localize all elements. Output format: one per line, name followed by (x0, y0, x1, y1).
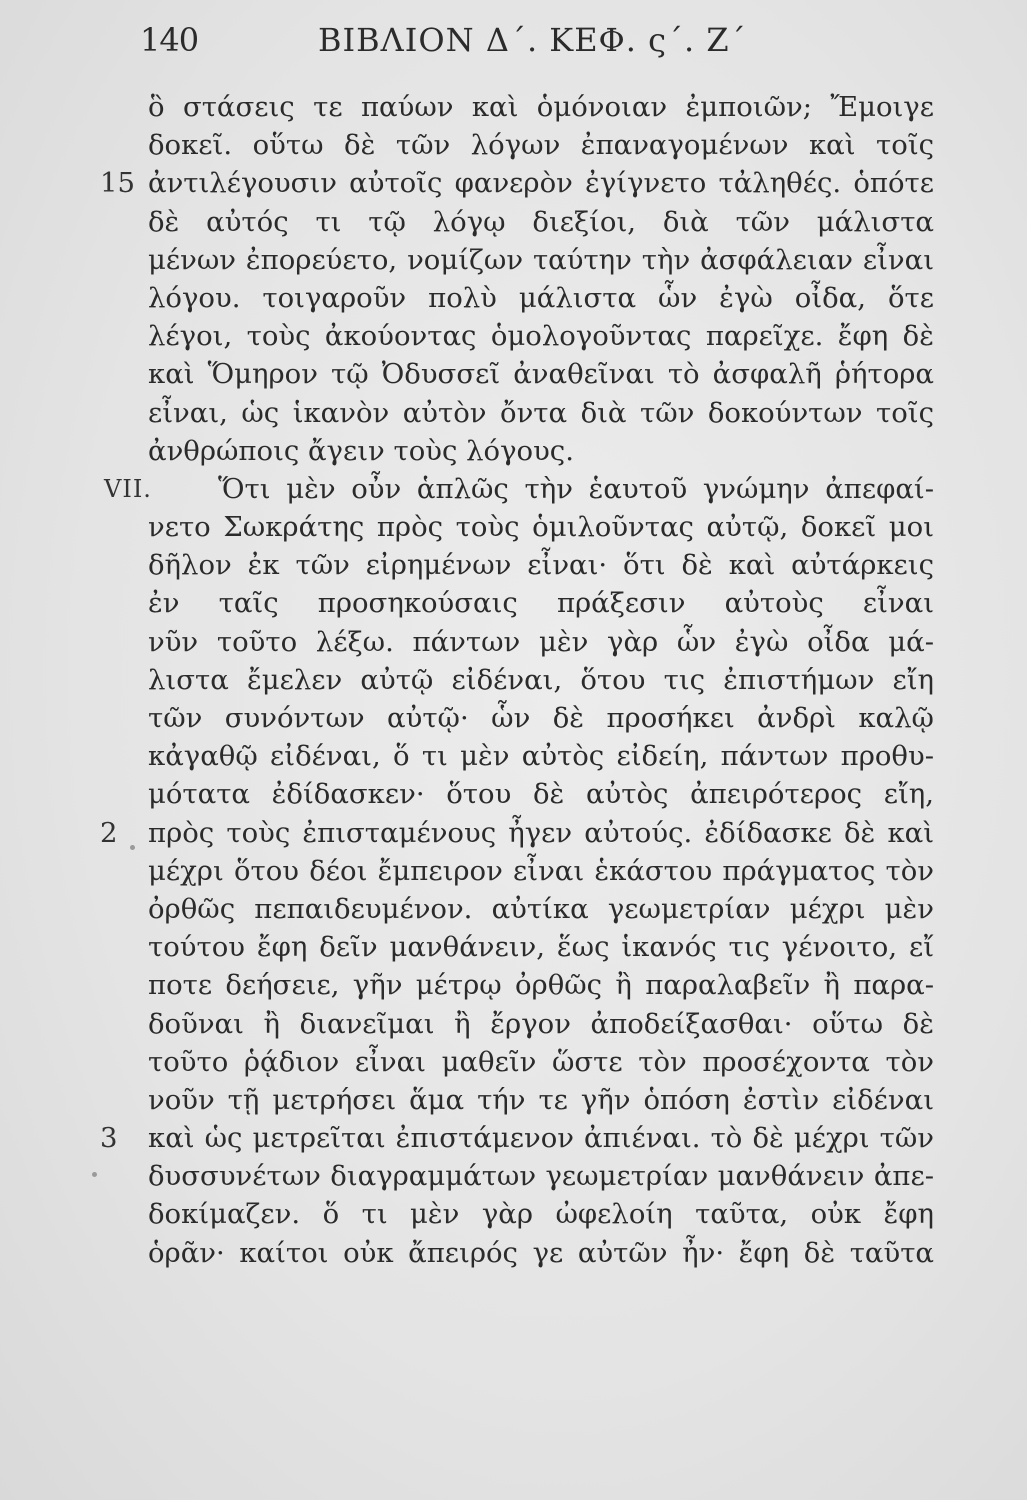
line-text: ποτε δεήσειε, γῆν μέτρῳ ὀρθῶς ἢ παραλαβεῖν ἢ παρα- (148, 969, 934, 1002)
text-line (0, 470, 1027, 508)
line-text: εἶναι, ὡς ἱκανὸν αὐτὸν ὄντα διὰ τῶν δοκούντων τοῖς (148, 396, 934, 429)
line-text: καὶ ὡς μετρεῖται ἐπιστάμενον ἀπιέναι. τὸ δὲ μέχρι τῶν (148, 1122, 934, 1155)
line-text: νοῦν τῇ μετρήσει ἅμα τήν τε γῆν ὁπόση ἐστὶν εἰδέναι (148, 1083, 934, 1116)
line-text: πρὸς τοὺς ἐπισταμένους ἦγεν αὐτούς. ἐδίδασκε δὲ καὶ (148, 816, 934, 849)
text-line (0, 1119, 1027, 1157)
greek-text-body (0, 88, 1027, 1272)
text-line (0, 88, 1027, 126)
text-line (0, 699, 1027, 737)
line-text: Ὅτι μὲν οὖν ἁπλῶς τὴν ἑαυτοῦ γνώμην ἀπεφαί- (218, 472, 934, 505)
page-number: 140 (140, 21, 199, 59)
line-text: μέχρι ὅτου δέοι ἔμπειρον εἶναι ἑκάστου πράγματος τὸν (148, 854, 934, 887)
line-text: ἀνθρώποις ἄγειν τοὺς λόγους. (148, 434, 574, 467)
text-line (0, 584, 1027, 622)
line-text: κἀγαθῷ εἰδέναι, ὅ τι μὲν αὐτὸς εἰδείη, πάντων προθυ- (148, 740, 934, 773)
ink-speck (92, 1172, 97, 1177)
text-line (0, 1081, 1027, 1119)
text-line (0, 546, 1027, 584)
line-number: 15 (100, 167, 135, 200)
line-text: λόγου. τοιγαροῦν πολὺ μάλιστα ὧν ἐγὼ οἶδα, ὅτε (148, 281, 934, 314)
ink-speck (130, 845, 135, 850)
text-line (0, 279, 1027, 317)
text-line (0, 928, 1027, 966)
line-text: μότατα ἐδίδασκεν· ὅτου δὲ αὐτὸς ἀπειρότερος εἴη, (148, 778, 934, 811)
line-text: τοῦτο ῥᾴδιον εἶναι μαθεῖν ὥστε τὸν προσέχοντα τὸν (148, 1045, 934, 1078)
text-line (0, 1005, 1027, 1043)
text-line (0, 966, 1027, 1004)
text-line (0, 623, 1027, 661)
line-text: δὲ αὐτός τι τῷ λόγῳ διεξίοι, διὰ τῶν μάλιστα (148, 205, 934, 238)
line-text: λιστα ἔμελεν αὐτῷ εἰδέναι, ὅτου τις ἐπιστήμων εἴη (148, 663, 934, 696)
text-line (0, 890, 1027, 928)
line-number: 2 (100, 816, 118, 849)
text-line (0, 508, 1027, 546)
line-text: νετο Σωκράτης πρὸς τοὺς ὁμιλοῦντας αὐτῷ, δοκεῖ μοι (148, 511, 934, 544)
text-line (0, 775, 1027, 813)
line-text: δυσσυνέτων διαγραμμάτων γεωμετρίαν μανθάνειν ἀπε- (148, 1160, 934, 1193)
text-line (0, 126, 1027, 164)
text-line (0, 661, 1027, 699)
text-line (0, 814, 1027, 852)
line-text: ἐν ταῖς προσηκούσαις πράξεσιν αὐτοὺς εἶναι (148, 587, 934, 620)
text-line (0, 432, 1027, 470)
line-text: μένων ἐπορεύετο, νομίζων ταύτην τὴν ἀσφάλειαν εἶναι (148, 243, 934, 276)
text-line (0, 1234, 1027, 1272)
text-line (0, 355, 1027, 393)
line-text: δοκίμαζεν. ὅ τι μὲν γὰρ ὠφελοίη ταῦτα, οὐκ ἔφη (148, 1198, 934, 1231)
line-text: ἀντιλέγουσιν αὐτοῖς φανερὸν ἐγίγνετο τἀληθές. ὁπότε (148, 167, 934, 200)
text-line (0, 1043, 1027, 1081)
text-line (0, 241, 1027, 279)
page-header (140, 8, 920, 72)
text-line (0, 317, 1027, 355)
line-number: 3 (100, 1122, 118, 1155)
text-line (0, 164, 1027, 202)
text-line (0, 394, 1027, 432)
text-line (0, 1157, 1027, 1195)
text-line (0, 737, 1027, 775)
line-text: καὶ Ὅμηρον τῷ Ὀδυσσεῖ ἀναθεῖναι τὸ ἀσφαλῆ ῥήτορα (148, 358, 934, 391)
line-text: λέγοι, τοὺς ἀκούοντας ὁμολογοῦντας παρεῖχε. ἔφη δὲ (148, 320, 934, 353)
line-text: ὁρᾶν· καίτοι οὐκ ἄπειρός γε αὐτῶν ἦν· ἔφη δὲ ταῦτα (148, 1236, 934, 1269)
line-text: ὀρθῶς πεπαιδευμένον. αὐτίκα γεωμετρίαν μέχρι μὲν (148, 892, 934, 925)
text-line (0, 1195, 1027, 1233)
text-line (0, 203, 1027, 241)
line-text: δοῦναι ἢ διανεῖμαι ἢ ἔργον ἀποδείξασθαι· οὕτω δὲ (148, 1007, 934, 1040)
line-text: ὃ στάσεις τε παύων καὶ ὁμόνοιαν ἐμποιῶν; Ἔμοιγε (148, 91, 934, 123)
line-text: νῦν τοῦτο λέξω. πάντων μὲν γὰρ ὧν ἐγὼ οἶδα μά- (148, 625, 934, 658)
chapter-number: VII. (104, 474, 152, 503)
line-text: τῶν συνόντων αὐτῷ· ὧν δὲ προσήκει ἀνδρὶ καλῷ (148, 702, 934, 734)
text-line (0, 852, 1027, 890)
line-text: δοκεῖ. οὕτω δὲ τῶν λόγων ἐπαναγομένων καὶ τοῖς (148, 129, 934, 162)
line-text: δῆλον ἐκ τῶν εἰρημένων εἶναι· ὅτι δὲ καὶ αὐτάρκεις (148, 549, 934, 582)
running-head: ΒΙΒΛΙΟΝ Δ΄. ΚΕΦ. ς΄. Ζ΄ (318, 21, 747, 59)
line-text: τούτου ἔφη δεῖν μανθάνειν, ἕως ἱκανός τις γένοιτο, εἴ (148, 931, 934, 964)
